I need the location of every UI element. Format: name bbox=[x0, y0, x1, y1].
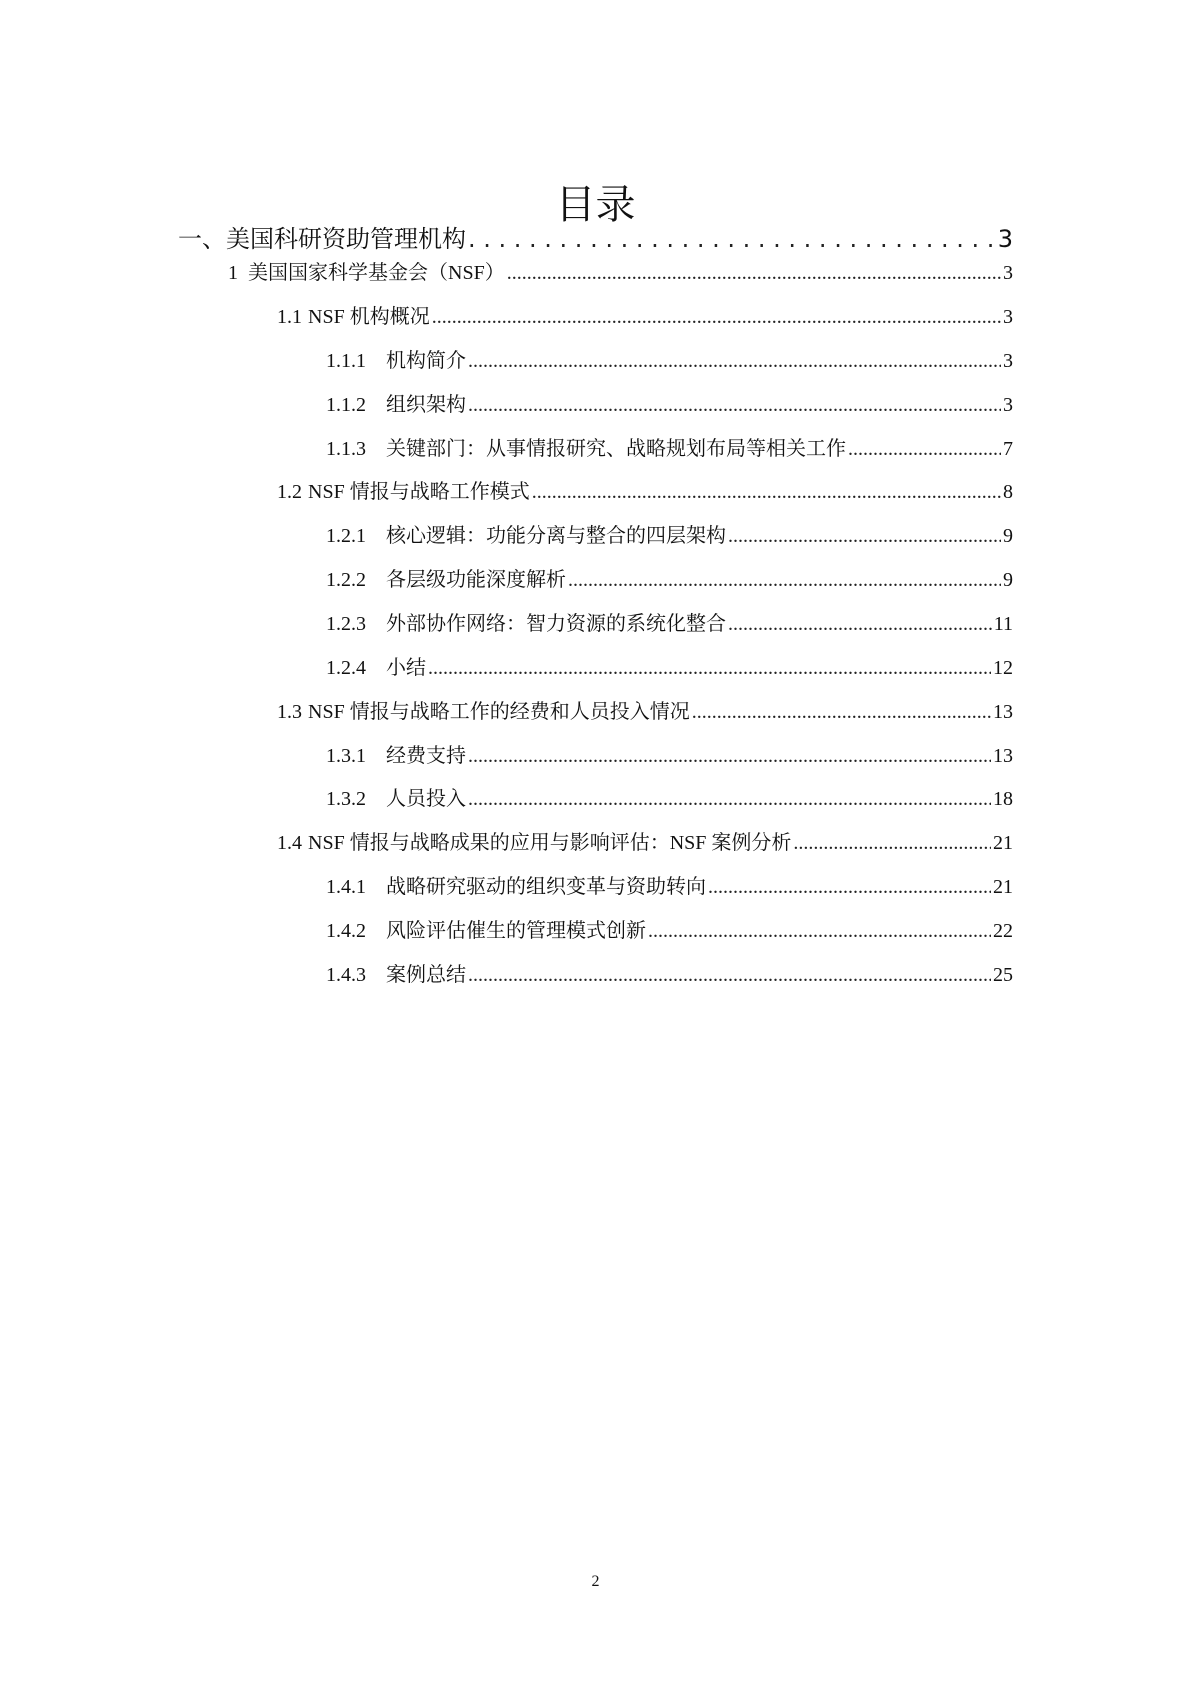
toc-leader-dots bbox=[568, 564, 1001, 596]
toc-entry[interactable] bbox=[326, 915, 1013, 947]
toc-entry-label: 关键部门：从事情报研究、战略规划布局等相关工作 bbox=[386, 438, 846, 460]
toc-leader-dots bbox=[468, 783, 991, 815]
toc-entry-number: 1.4 bbox=[277, 832, 302, 854]
toc-entry-page: 9 bbox=[1003, 569, 1013, 591]
toc-leader-dots bbox=[793, 827, 991, 859]
toc-entry[interactable] bbox=[326, 652, 1013, 684]
toc-entry-page: 21 bbox=[993, 876, 1013, 898]
toc-entry-number: 1.1.1 bbox=[326, 350, 366, 372]
toc-entry-number: 1.2 bbox=[277, 481, 302, 503]
toc-entry-label: 外部协作网络：智力资源的系统化整合 bbox=[386, 613, 726, 635]
toc-entry[interactable] bbox=[277, 476, 1013, 508]
toc-section-entry[interactable] bbox=[228, 257, 1013, 289]
toc-entry-number: 1.4.2 bbox=[326, 920, 366, 942]
toc-entry-label: 人员投入 bbox=[386, 788, 466, 810]
toc-entry-page: 13 bbox=[993, 745, 1013, 767]
toc-entry-number: 1.2.1 bbox=[326, 525, 366, 547]
toc-entry-page: 25 bbox=[993, 964, 1013, 986]
toc-entry[interactable] bbox=[326, 520, 1013, 552]
toc-entry-number: 1.1.2 bbox=[326, 394, 366, 416]
toc-entry-page: 9 bbox=[1003, 525, 1013, 547]
toc-entry[interactable] bbox=[277, 827, 1013, 859]
toc-entry-label: 各层级功能深度解析 bbox=[386, 569, 566, 591]
toc-entry-number: 1.1.3 bbox=[326, 438, 366, 460]
toc-leader-dots bbox=[507, 257, 1001, 289]
toc-entry[interactable] bbox=[326, 959, 1013, 991]
page-title: 目录 bbox=[555, 181, 636, 228]
toc-entry[interactable] bbox=[326, 740, 1013, 772]
toc-leader-dots bbox=[468, 345, 1001, 377]
toc-leader-dots bbox=[468, 959, 991, 991]
toc-entry-page: 3 bbox=[1003, 394, 1013, 416]
toc-leader-dots bbox=[532, 476, 1001, 508]
toc-leader-dots bbox=[692, 696, 991, 728]
toc-leader-dots bbox=[708, 871, 991, 903]
toc-entry-page: 11 bbox=[993, 613, 1013, 635]
toc-leader-dots bbox=[468, 389, 1001, 421]
toc-entry[interactable] bbox=[326, 608, 1013, 640]
toc-entry-number: 1.3.2 bbox=[326, 788, 366, 810]
toc-entry-label: 案例总结 bbox=[386, 964, 466, 986]
toc-entry-number: 1.2.3 bbox=[326, 613, 366, 635]
toc-entry-label: 风险评估催生的管理模式创新 bbox=[386, 920, 646, 942]
toc-entry[interactable] bbox=[326, 783, 1013, 815]
toc-entry-label: 战略研究驱动的组织变革与资助转向 bbox=[386, 876, 706, 898]
page-number: 2 bbox=[591, 1573, 600, 1590]
toc-entry-page: 13 bbox=[993, 701, 1013, 723]
toc-entry-label: 经费支持 bbox=[386, 745, 466, 767]
toc-entry-number: 1.3.1 bbox=[326, 745, 366, 767]
toc-entry-page: 12 bbox=[993, 657, 1013, 679]
toc-entry[interactable] bbox=[277, 301, 1013, 333]
toc-entry-page: 22 bbox=[993, 920, 1013, 942]
toc-entry-number: 1.2.4 bbox=[326, 657, 366, 679]
toc-entry[interactable] bbox=[326, 871, 1013, 903]
toc-entry-page: 18 bbox=[993, 788, 1013, 810]
toc-leader-dots bbox=[428, 652, 991, 684]
toc-entry-label: NSF 情报与战略工作模式 bbox=[308, 481, 530, 503]
toc-leader-dots bbox=[648, 915, 991, 947]
toc-leader-dots bbox=[728, 520, 1001, 552]
toc-entry-label: NSF 机构概况 bbox=[308, 306, 430, 328]
toc-entry-label: 组织架构 bbox=[386, 394, 466, 416]
toc-leader-dots bbox=[432, 301, 1001, 333]
toc-chapter-entry[interactable] bbox=[178, 218, 1013, 260]
toc-leader-dots bbox=[468, 740, 991, 772]
toc-entry-label: NSF 情报与战略工作的经费和人员投入情况 bbox=[308, 701, 690, 723]
toc-leader-dots bbox=[468, 218, 996, 260]
toc-entry[interactable] bbox=[326, 564, 1013, 596]
toc-entry-number: 1.3 bbox=[277, 701, 302, 723]
toc-entry-page: 21 bbox=[993, 832, 1013, 854]
toc-section-label: 美国国家科学基金会（NSF） bbox=[248, 262, 505, 284]
toc-entry[interactable] bbox=[326, 433, 1013, 465]
toc-entry-label: 机构简介 bbox=[386, 350, 466, 372]
toc-entry-number: 1.4.1 bbox=[326, 876, 366, 898]
toc-leader-dots bbox=[728, 608, 992, 640]
toc-entry-number: 1.1 bbox=[277, 306, 302, 328]
toc-entry-label: 核心逻辑：功能分离与整合的四层架构 bbox=[386, 525, 726, 547]
toc-leader-dots bbox=[848, 433, 1001, 465]
toc-entry-number: 1.2.2 bbox=[326, 569, 366, 591]
toc-entry-page: 8 bbox=[1003, 481, 1013, 503]
toc-entry-page: 3 bbox=[1003, 350, 1013, 372]
toc-chapter-page: 3 bbox=[997, 225, 1013, 253]
toc-entry-page: 3 bbox=[1003, 306, 1013, 328]
toc-chapter-label: 一、美国科研资助管理机构 bbox=[178, 225, 466, 253]
toc-entry-page: 7 bbox=[1003, 438, 1013, 460]
toc-entry[interactable] bbox=[326, 389, 1013, 421]
toc-entry-label: NSF 情报与战略成果的应用与影响评估：NSF 案例分析 bbox=[308, 832, 792, 854]
toc-entry[interactable] bbox=[277, 696, 1013, 728]
toc-entry-label: 小结 bbox=[386, 657, 426, 679]
toc-section-number: 1 bbox=[228, 262, 238, 284]
toc-section-page: 3 bbox=[1003, 262, 1013, 284]
toc-entry-number: 1.4.3 bbox=[326, 964, 366, 986]
toc-entry[interactable] bbox=[326, 345, 1013, 377]
